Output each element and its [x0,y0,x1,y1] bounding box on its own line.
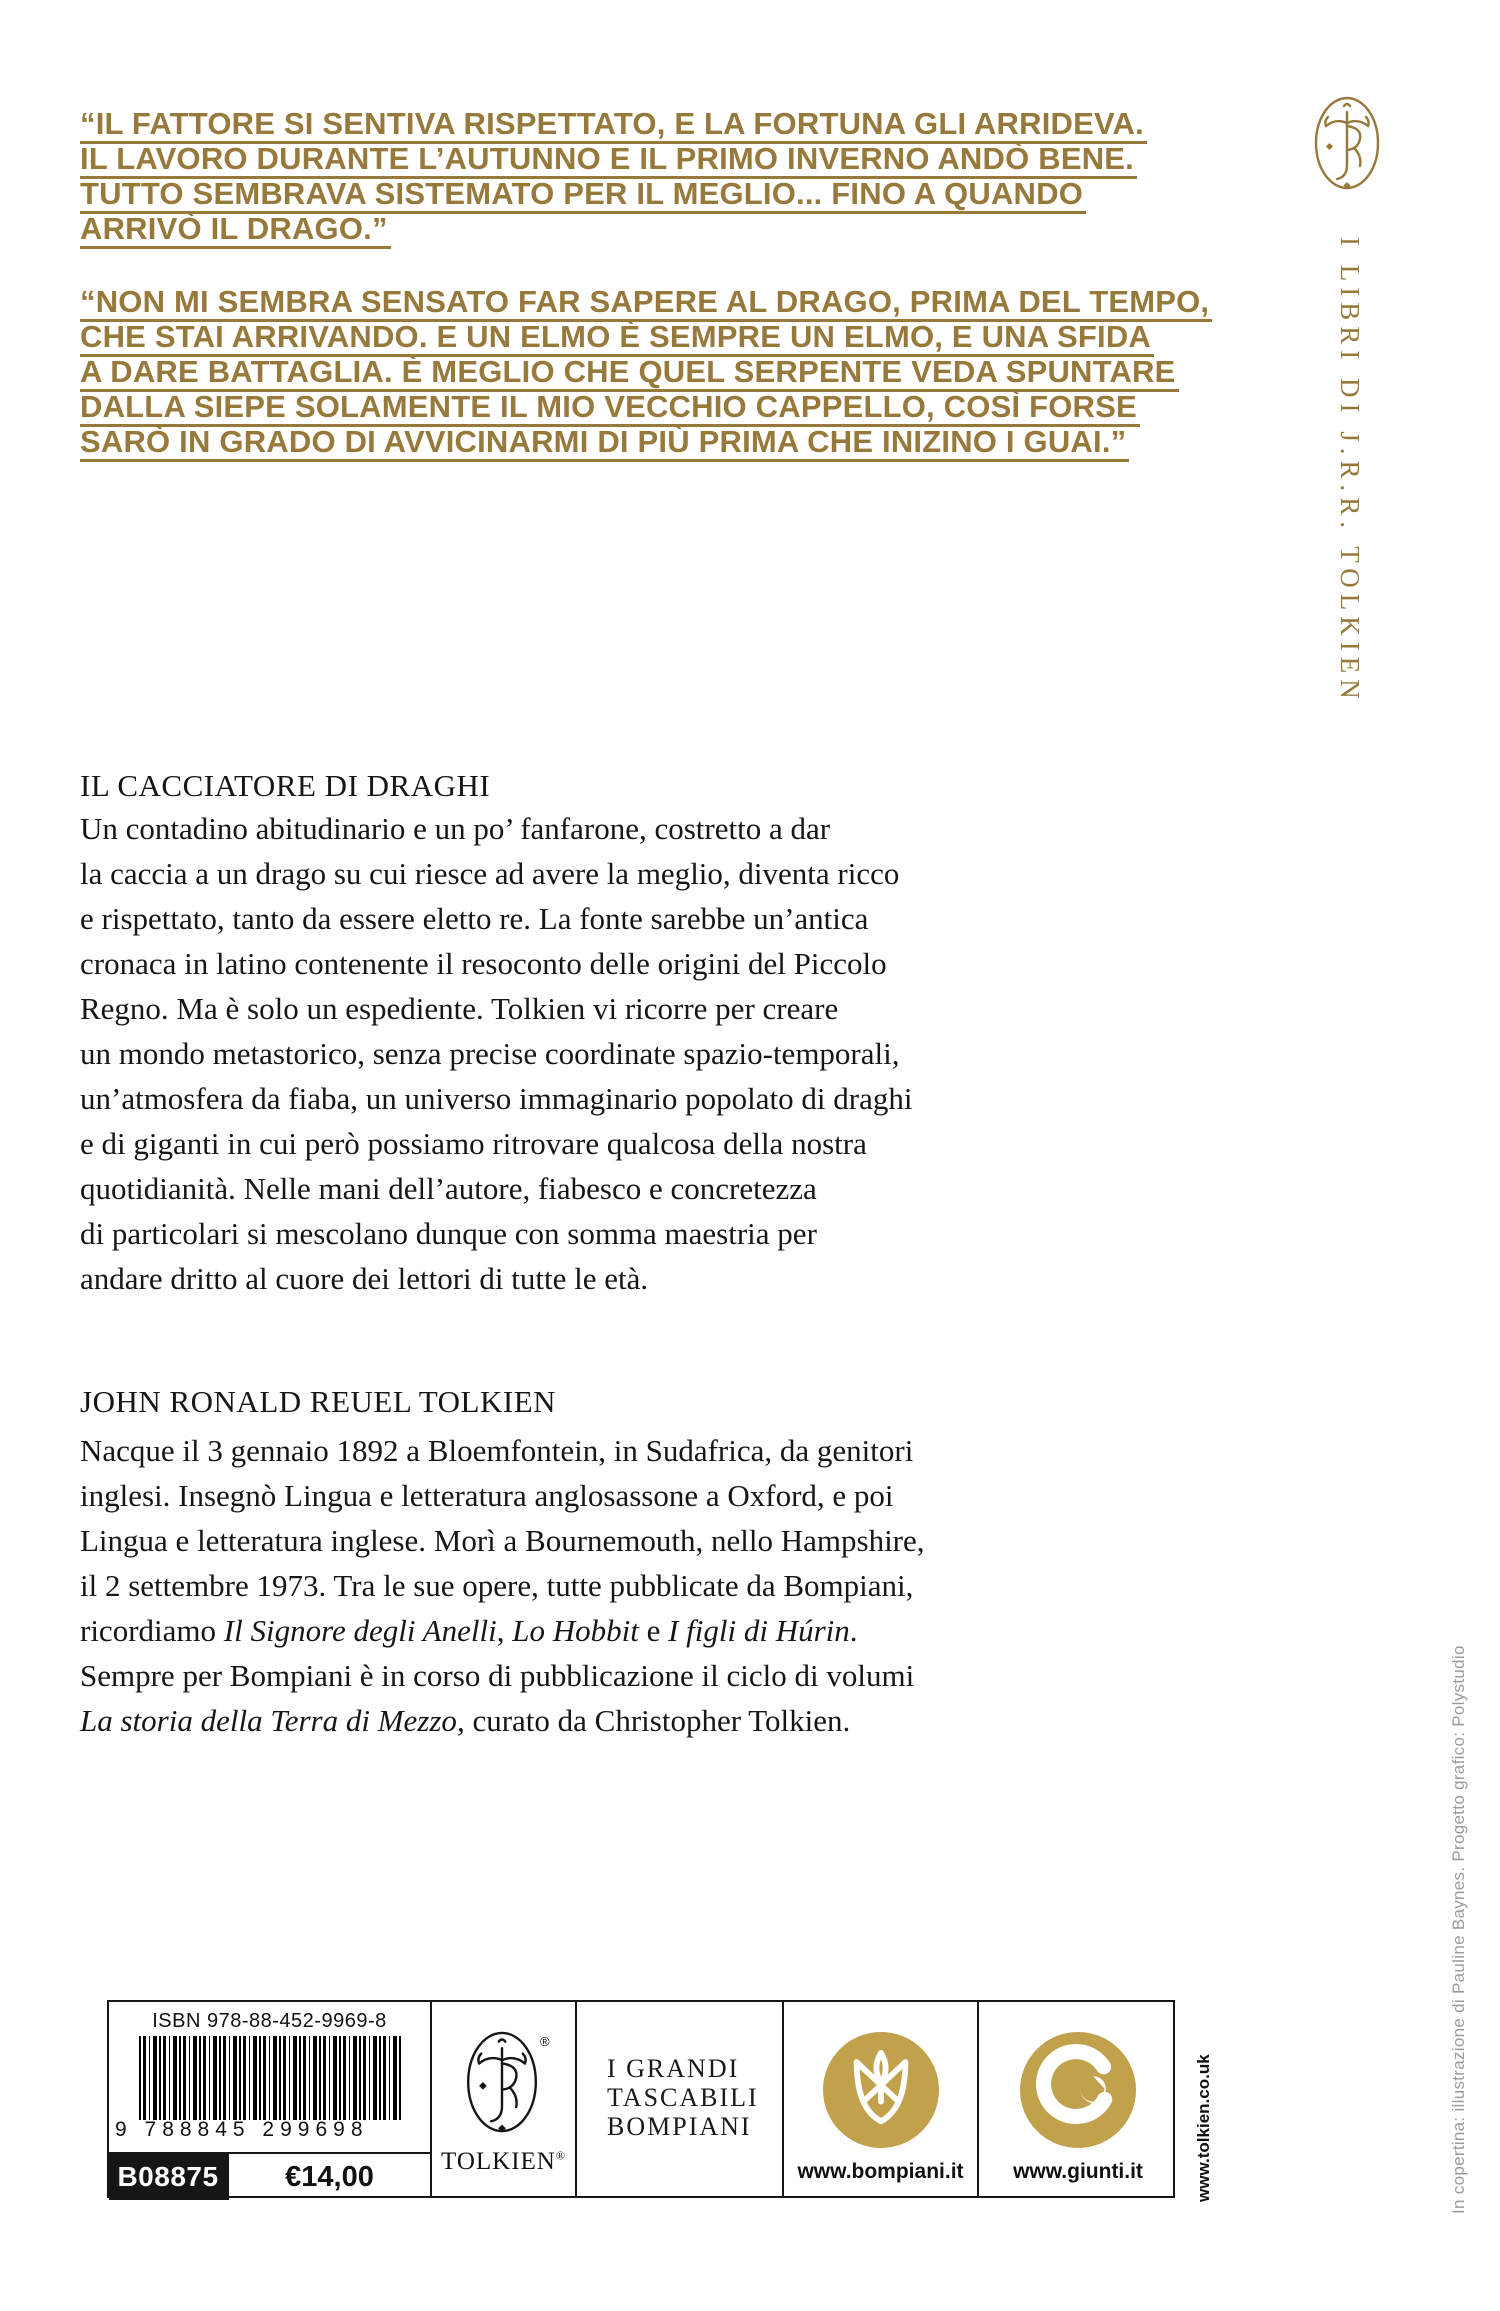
text-line: Regno. Ma è solo un espediente. Tolkien vi ricorre per creare [80,991,839,1026]
price: €14,00 [227,2154,430,2200]
barcode-digits: 9 788845 299698 [115,2118,369,2141]
cover-credit: In copertina: illustrazione di Pauline Baynes. Progetto grafico: Polystudio [1449,1645,1468,2214]
author-name: JOHN RONALD REUEL TOLKIEN [80,1384,557,1419]
book-description [80,806,912,1301]
text-line: quotidianità. Nelle mani dell’autore, fiabesco e concretezza [80,1171,817,1206]
book-title: IL CACCIATORE DI DRAGHI [80,768,491,803]
text-line: Nacque il 3 gennaio 1892 a Bloemfontein, in Sudafrica, da genitori [80,1433,914,1468]
barcode [139,2036,403,2120]
tolkien-monogram-icon [466,2028,538,2136]
text-line: IL LAVORO DURANTE L’AUTUNNO E IL PRIMO INVERNO ANDÒ BENE. [80,145,1137,179]
text-line: A DARE BATTAGLIA. È MEGLIO CHE QUEL SERPENTE VEDA SPUNTARE [80,358,1179,392]
jrrt-monogram-icon [1314,95,1380,191]
footer-box [107,2000,1175,2198]
text-line: SARÒ IN GRADO DI AVVICINARMI DI PIÙ PRIMA CHE INIZINO I GUAI.” [80,428,1129,462]
text-line: e rispettato, tanto da essere eletto re. La fonte sarebbe un’antica [80,901,869,936]
series-line: I GRANDI [607,2054,740,2083]
series-line: BOMPIANI [607,2112,752,2141]
text-line: di particolari si mescolano dunque con somma maestria per [80,1216,817,1251]
text-line: TUTTO SEMBRAVA SISTEMATO PER IL MEGLIO... FINO A QUANDO [80,180,1086,214]
tolkien-wordmark: TOLKIEN® [441,2148,566,2175]
text-line: inglesi. Insegnò Lingua e letteratura anglosassone a Oxford, e poi [80,1478,894,1513]
text-line: ricordiamo Il Signore degli Anelli, Lo Hobbit e I figli di Húrin. [80,1613,858,1648]
text-line: La storia della Terra di Mezzo, curato da Christopher Tolkien. [80,1703,851,1738]
bompiani-cell [782,2002,977,2196]
text-line: cronaca in latino contenente il resoconto delle origini del Piccolo [80,946,887,981]
tolkien-url: www.tolkien.co.uk [1194,2054,1213,2202]
price-row [109,2152,430,2200]
text-line: il 2 settembre 1973. Tra le sue opere, tutte pubblicate da Bompiani, [80,1568,914,1603]
bompiani-logo-icon [823,2032,939,2148]
text-line: “NON MI SEMBRA SENSATO FAR SAPERE AL DRAGO, PRIMA DEL TEMPO, [80,288,1212,322]
giunti-cell [977,2002,1177,2196]
series-line: TASCABILI [607,2083,759,2112]
text-line: ARRIVÒ IL DRAGO.” [80,215,391,249]
text-line: e di giganti in cui però possiamo ritrovare qualcosa della nostra [80,1126,867,1161]
isbn-label: ISBN 978-88-452-9969-8 [152,2010,387,2032]
text-line: “IL FATTORE SI SENTIVA RISPETTATO, E LA FORTUNA GLI ARRIDEVA. [80,110,1147,144]
quote-block-1 [80,106,1147,250]
edition-code: B08875 [109,2154,227,2200]
barcode-cell [109,2002,430,2196]
text-line: andare dritto al cuore dei lettori di tutte le età. [80,1261,649,1296]
text-line: Lingua e letteratura inglese. Morì a Bournemouth, nello Hampshire, [80,1523,925,1558]
text-line: Un contadino abitudinario e un po’ fanfarone, costretto a dar [80,811,831,846]
giunti-logo-icon [1020,2032,1136,2148]
text-line: DALLA SIEPE SOLAMENTE IL MIO VECCHIO CAPPELLO, COSÌ FORSE [80,393,1140,427]
text-line: CHE STAI ARRIVANDO. E UN ELMO È SEMPRE UN ELMO, E UNA SFIDA [80,323,1154,357]
giunti-url: www.giunti.it [1013,2160,1143,2183]
quote-block-2 [80,284,1212,463]
author-bio [80,1428,925,1743]
registered-mark: ® [540,2034,550,2049]
series-name [607,2054,759,2141]
text-line: la caccia a un drago su cui riesce ad avere la meglio, diventa ricco [80,856,900,891]
spine-series-title: I LIBRI DI J.R.R. TOLKIEN [1335,237,1365,705]
text-line: Sempre per Bompiani è in corso di pubblicazione il ciclo di volumi [80,1658,915,1693]
text-line: un mondo metastorico, senza precise coordinate spazio-temporali, [80,1036,900,1071]
text-line: un’atmosfera da fiaba, un universo immaginario popolato di draghi [80,1081,913,1116]
tolkien-brand-cell [430,2002,575,2196]
series-cell [575,2002,782,2196]
bompiani-url: www.bompiani.it [797,2160,964,2183]
